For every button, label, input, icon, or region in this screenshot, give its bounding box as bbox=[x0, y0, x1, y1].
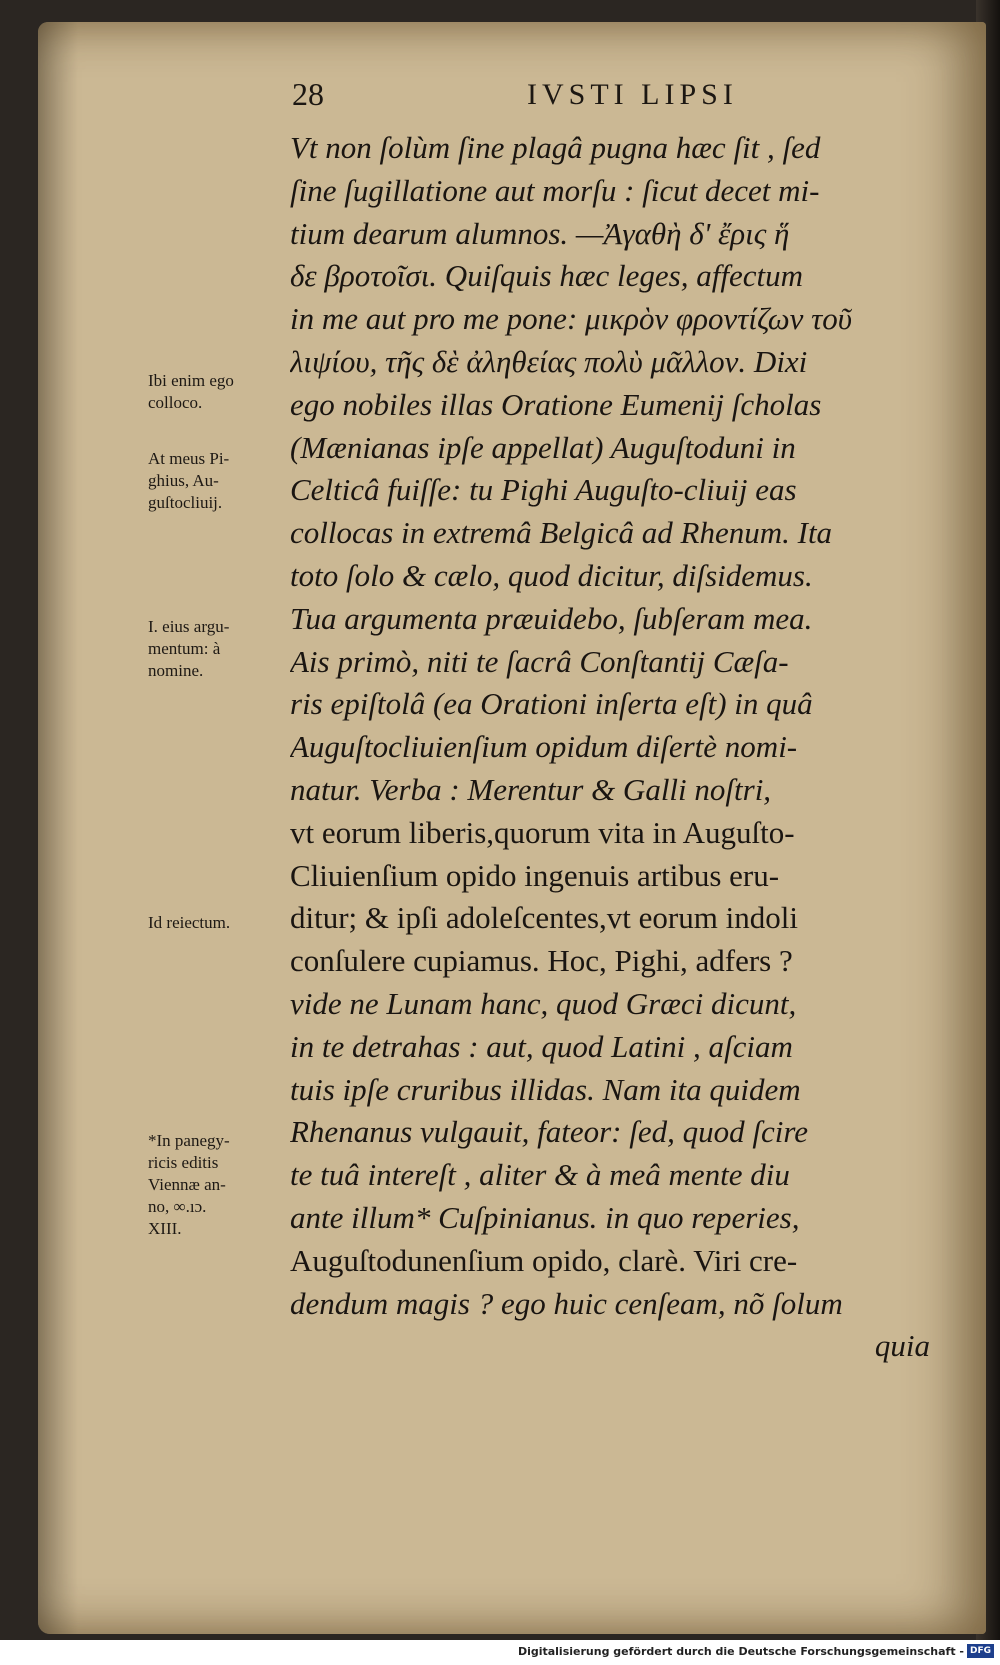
margin-note-line: Id reiectum. bbox=[148, 913, 231, 932]
margin-note-line: *In panegy- bbox=[148, 1131, 230, 1150]
text-line: vide ne Lunam hanc, quod Græci dicunt, bbox=[290, 985, 797, 1021]
margin-note-line: nomine. bbox=[148, 661, 204, 680]
text-line: conſulere cupiamus. Hoc, Pighi, adfers ? bbox=[290, 943, 793, 979]
text-line: collocas in extremâ Belgicâ ad Rhenum. Ita bbox=[290, 515, 833, 551]
margin-note bbox=[148, 616, 288, 682]
margin-note-line: guſtocliuij. bbox=[148, 493, 223, 512]
text-line: Vt non ſolùm ſine plagâ pugna hæc ſit , ſed bbox=[290, 130, 821, 165]
margin-note-line: colloco. bbox=[148, 393, 203, 412]
margin-note bbox=[148, 448, 288, 514]
margin-note bbox=[148, 912, 288, 934]
page-header bbox=[292, 76, 942, 126]
margin-note-line: Viennæ an- bbox=[148, 1175, 226, 1194]
text-line: ego nobiles illas Oratione Eumenij ſcholas bbox=[290, 386, 822, 422]
margin-note bbox=[148, 370, 288, 414]
text-line: tium dearum alumnos. —Ἀγαθὴ δ' ἔρις ἥ bbox=[290, 215, 790, 251]
text-line: ſine ſugillatione aut morſu : ſicut decet mi- bbox=[290, 172, 820, 208]
text-line: Rhenanus vulgauit, fateor: ſed, quod ſcire bbox=[290, 1114, 809, 1150]
text-line: λιψίου, τῆς δὲ ἀληθείας πολὺ μᾶλλον. Dixi bbox=[290, 343, 808, 379]
text-line: Auguſtodunenſium opido, clarè. Viri cre- bbox=[290, 1242, 798, 1278]
margin-note-line: I. eius argu- bbox=[148, 617, 230, 636]
running-head: IVSTI LIPSI bbox=[527, 78, 738, 111]
text-line: Ais primò, niti te ſacrâ Conſtantij Cæſa- bbox=[290, 643, 789, 679]
text-line: dendum magis ? ego huic cenſeam, nõ ſolum bbox=[290, 1285, 843, 1321]
text-line: ditur; & ipſi adoleſcentes,vt eorum indoli bbox=[290, 900, 798, 936]
text-line: natur. Verba : Merentur & Galli noſtri, bbox=[290, 771, 772, 807]
footer-bar bbox=[0, 1640, 1000, 1665]
text-line: Cliuienſium opido ingenuis artibus eru- bbox=[290, 857, 780, 893]
margin-note bbox=[148, 1130, 288, 1240]
margin-note-line: XIII. bbox=[148, 1219, 182, 1238]
page-number: 28 bbox=[292, 76, 324, 112]
text-line: toto ſolo & cælo, quod dicitur, diſsidemus. bbox=[290, 557, 813, 593]
margin-note-line: ghius, Au- bbox=[148, 471, 219, 490]
text-line: ris epiſtolâ (ea Orationi inſerta eſt) in quâ bbox=[290, 686, 813, 722]
text-line: Auguſtocliuienſium opidum diſertè nomi- bbox=[290, 729, 798, 765]
text-line: Celticâ fuiſſe: tu Pighi Auguſto-cliuij eas bbox=[290, 472, 797, 508]
text-line: quia bbox=[874, 1328, 930, 1364]
text-line: (Mænianas ipſe appellat) Auguſtoduni in bbox=[290, 429, 796, 465]
margin-note-line: mentum: à bbox=[148, 639, 221, 658]
text-line: in me aut pro me pone: μικρὸν φροντίζων τοῦ bbox=[290, 301, 852, 337]
margin-note-line: At meus Pi- bbox=[148, 449, 230, 468]
dfg-logo-icon: DFG bbox=[967, 1644, 994, 1658]
text-line: ante illum* Cuſpinianus. in quo reperies, bbox=[290, 1199, 800, 1235]
digitization-credit: Digitalisierung gefördert durch die Deutsche Forschungsgemeinschaft - bbox=[517, 1645, 964, 1658]
main-text-block bbox=[290, 127, 930, 1368]
text-line: in te detrahas : aut, quod Latini , aſciam bbox=[290, 1028, 793, 1064]
text-line: δε βροτοῖσι. Quiſquis hæc leges, affectum bbox=[290, 258, 803, 294]
text-line: vt eorum liberis,quorum vita in Auguſto- bbox=[290, 814, 795, 850]
margin-note-line: no, ∞.ıɔ. bbox=[148, 1197, 207, 1216]
text-line: Tua argumenta præuidebo, ſubſeram mea. bbox=[290, 600, 813, 636]
margin-note-line: ricis editis bbox=[148, 1153, 219, 1172]
margin-note-line: Ibi enim ego bbox=[148, 371, 234, 390]
text-line: te tuâ intereſt , aliter & à meâ mente diu bbox=[290, 1157, 790, 1193]
text-line: tuis ipſe cruribus illidas. Nam ita quidem bbox=[290, 1071, 801, 1107]
